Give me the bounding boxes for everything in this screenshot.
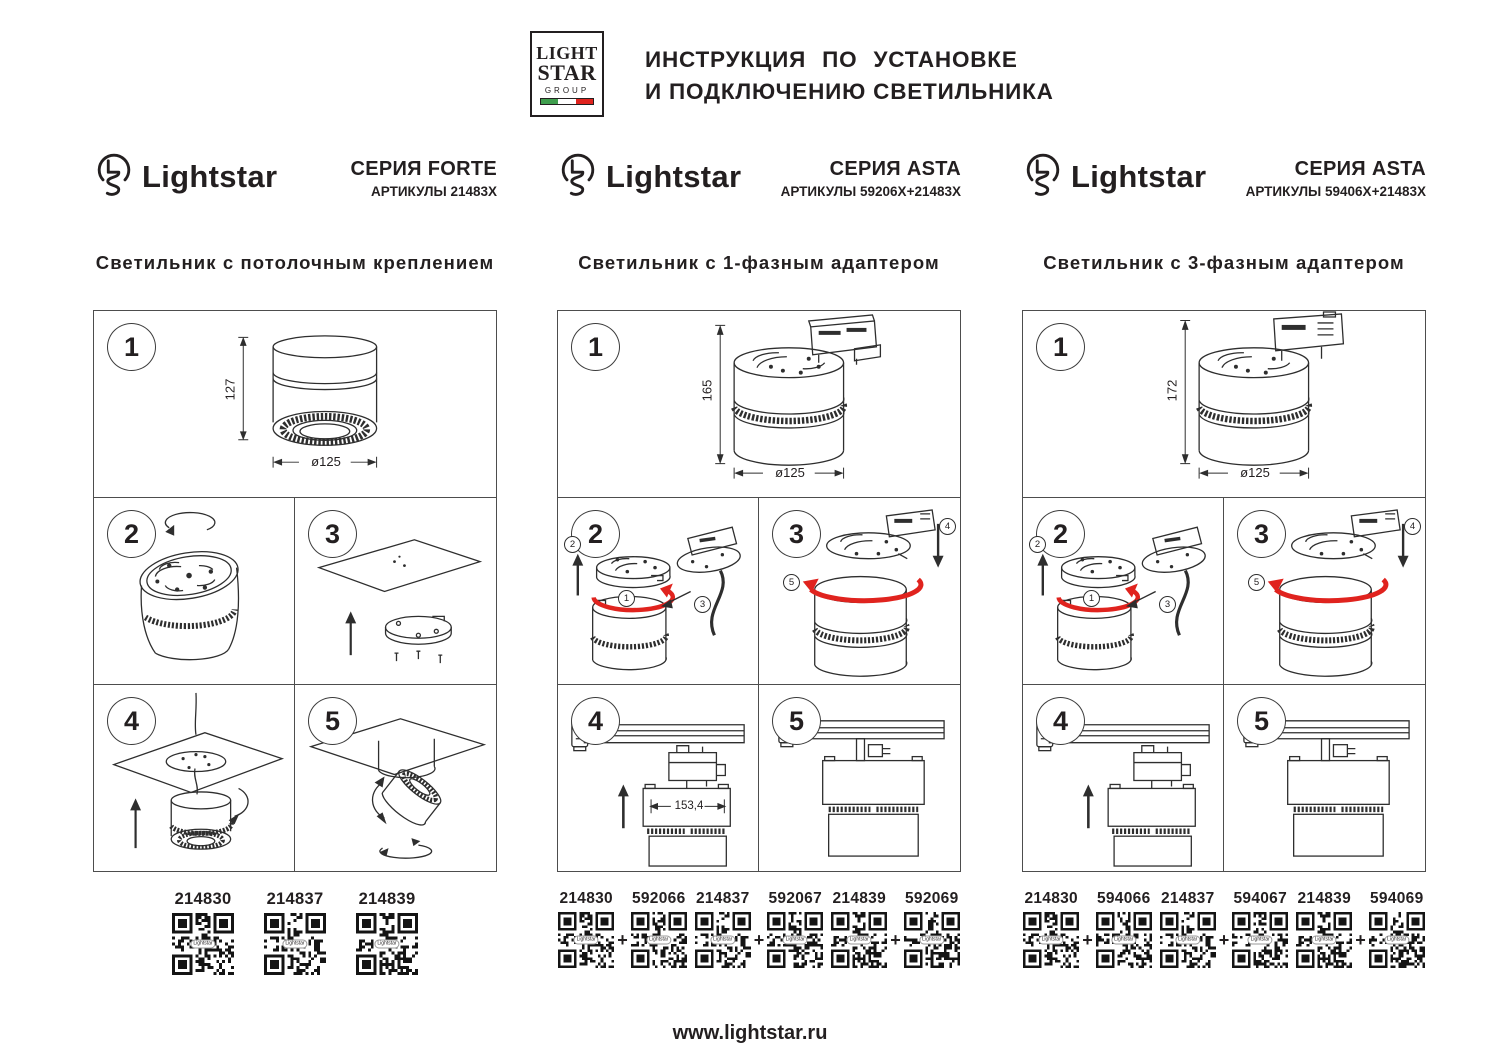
qr-logo-overlay: Lightstar: [783, 936, 808, 945]
page-title-line1: ИНСТРУКЦИЯ ПО УСТАНОВКЕ: [645, 47, 1018, 72]
qr-item: [356, 890, 418, 975]
dimension-height-label: 165: [699, 379, 715, 402]
qr-wrap: [172, 913, 234, 975]
qr-logo-overlay: Lightstar: [710, 936, 735, 945]
step-marker-1: 1: [618, 590, 635, 607]
step-badge: [571, 697, 620, 745]
qr-item: [1369, 890, 1425, 968]
qr-label: 214839: [1297, 890, 1352, 907]
qr-logo-overlay: Lightstar: [1111, 936, 1136, 945]
step-panel-5: [1224, 685, 1425, 871]
step-badge: [772, 697, 821, 745]
lightstar-bulb-icon: [93, 148, 135, 206]
qr-logo-overlay: Lightstar: [1175, 936, 1200, 945]
brand-name: Lightstar: [606, 159, 742, 194]
qr-label: 214837: [266, 890, 324, 908]
step-panel-4: [1023, 685, 1224, 871]
step-number: 4: [587, 705, 604, 736]
step-number: 1: [1052, 331, 1069, 362]
step-panel-4: [94, 685, 295, 871]
step-marker-3: 3: [1159, 596, 1176, 613]
column-subtitle: Светильник с потолочным креплением: [95, 252, 495, 273]
qr-pair: [1296, 890, 1425, 968]
footer-url: www.lightstar.ru: [672, 1022, 828, 1044]
brand-name: Lightstar: [142, 159, 278, 194]
steps-table: [557, 310, 961, 872]
step-panel-1: [1023, 311, 1425, 498]
articles-label: АРТИКУЛЫ 59406X+21483X: [1245, 184, 1426, 199]
qr-pair: [558, 890, 687, 968]
logo-line-group: GROUP: [544, 85, 590, 95]
qr-item: [1232, 890, 1288, 968]
qr-logo-overlay: Lightstar: [919, 936, 944, 945]
step-badge: [107, 323, 156, 371]
dimension-height-label: 127: [222, 378, 238, 401]
qr-logo-overlay: Lightstar: [574, 936, 599, 945]
qr-item: [767, 890, 823, 968]
dimension-diameter-label: ø125: [775, 465, 805, 480]
logo-line-star: STAR: [537, 59, 597, 85]
step-marker-2: 2: [1029, 536, 1046, 553]
qr-wrap: [264, 913, 326, 975]
qr-pair: [695, 890, 824, 968]
step-number: 1: [123, 331, 140, 362]
step-badge: [1036, 510, 1085, 558]
italian-flag-stripe: [540, 98, 594, 105]
column-asta-1phase: [557, 148, 961, 950]
step-marker-5: 5: [783, 574, 800, 591]
plus-sign: +: [1355, 930, 1366, 950]
qr-logo-overlay: Lightstar: [1039, 936, 1064, 945]
qr-label: 592066: [631, 890, 686, 907]
qr-label: 592067: [768, 890, 823, 907]
series-label: СЕРИЯ ASTA: [1294, 158, 1426, 180]
step-number: 4: [123, 705, 140, 736]
series-block: [350, 158, 497, 199]
qr-item: [172, 890, 234, 975]
qr-wrap: [356, 913, 418, 975]
step-number: 1: [587, 331, 604, 362]
column-subtitle: Светильник с 3-фазным адаптером: [1043, 252, 1405, 273]
step-marker-4: 4: [939, 518, 956, 535]
step-panel-2: [558, 498, 759, 685]
articles-label: АРТИКУЛЫ 21483X: [371, 184, 497, 199]
lightstar-brand: [1022, 148, 1206, 206]
step-number: 2: [123, 518, 140, 549]
qr-pair: [1023, 890, 1152, 968]
qr-area: [93, 890, 497, 975]
qr-label: 594066: [1096, 890, 1151, 907]
dimension-diameter-label: ø125: [311, 454, 341, 469]
step-panel-3: [759, 498, 960, 685]
qr-item: [264, 890, 326, 975]
plus-sign: +: [1082, 930, 1093, 950]
plus-sign: +: [890, 930, 901, 950]
qr-logo-overlay: Lightstar: [1312, 936, 1337, 945]
qr-item: [631, 890, 687, 968]
articles-label: АРТИКУЛЫ 59206X+21483X: [780, 184, 961, 199]
step-panel-4: [558, 685, 759, 871]
qr-label: 592069: [905, 890, 959, 907]
page-title: [645, 44, 1054, 107]
lightstar-group-logo: [530, 31, 604, 117]
step-number: 5: [788, 705, 805, 736]
step-panel-1: [558, 311, 960, 498]
step-number: 2: [587, 518, 604, 549]
qr-label: 214830: [559, 890, 613, 907]
qr-label: 214837: [1160, 890, 1215, 907]
step-number: 3: [788, 518, 805, 549]
column-asta-3phase: [1022, 148, 1426, 950]
column-forte: [93, 148, 497, 947]
column-header: [93, 148, 497, 234]
step-number: 3: [324, 518, 341, 549]
qr-logo-overlay: Lightstar: [1248, 936, 1273, 945]
series-block: [1246, 158, 1426, 199]
qr-logo-overlay: Lightstar: [374, 940, 399, 949]
step-badge: [308, 697, 357, 745]
qr-pair: [1160, 890, 1289, 968]
step-number: 5: [324, 705, 341, 736]
step-panel-2: [94, 498, 295, 685]
step-badge: [772, 510, 821, 558]
qr-item: [1296, 890, 1352, 968]
step-number: 2: [1052, 518, 1069, 549]
step-badge: [1036, 697, 1085, 745]
qr-label: 214839: [358, 890, 416, 908]
qr-pair: [831, 890, 960, 968]
step-badge: [571, 323, 620, 371]
step-number: 5: [1253, 705, 1270, 736]
qr-logo-overlay: Lightstar: [847, 936, 872, 945]
steps-table: [93, 310, 497, 872]
plus-sign: +: [617, 930, 628, 950]
step-badge: [1036, 323, 1085, 371]
dimension-height-label: 172: [1164, 379, 1180, 402]
column-subtitle: Светильник с 1-фазным адаптером: [578, 252, 940, 273]
column-header: [557, 148, 961, 234]
step-panel-3: [1224, 498, 1425, 685]
qr-item: [831, 890, 887, 968]
step-badge: [571, 510, 620, 558]
step-marker-2: 2: [564, 536, 581, 553]
step-number: 3: [1253, 518, 1270, 549]
qr-area: [557, 890, 961, 968]
qr-logo-overlay: Lightstar: [646, 936, 671, 945]
lightstar-brand: [557, 148, 741, 206]
step-panel-5: [759, 685, 960, 871]
step-panel-3: [295, 498, 496, 685]
qr-label: 594069: [1370, 890, 1424, 907]
qr-label: 214837: [695, 890, 750, 907]
series-label: СЕРИЯ FORTE: [350, 158, 497, 180]
step-badge: [1237, 510, 1286, 558]
step-marker-3: 3: [694, 596, 711, 613]
qr-area: [1022, 890, 1426, 968]
lightstar-bulb-icon: [557, 148, 599, 206]
series-block: [781, 158, 961, 199]
step-panel-2: [1023, 498, 1224, 685]
qr-label: 214830: [174, 890, 232, 908]
lightstar-bulb-icon: [1022, 148, 1064, 206]
plus-sign: +: [1218, 930, 1230, 950]
step-panel-1: [94, 311, 496, 498]
step-number: 4: [1052, 705, 1069, 736]
qr-logo-overlay: Lightstar: [282, 940, 307, 949]
qr-item: [904, 890, 960, 968]
series-label: СЕРИЯ ASTA: [829, 158, 961, 180]
qr-label: 594067: [1233, 890, 1288, 907]
qr-label: 214839: [832, 890, 887, 907]
step-marker-4: 4: [1404, 518, 1421, 535]
lightstar-brand: [93, 148, 277, 206]
plus-sign: +: [753, 930, 765, 950]
qr-item: [1096, 890, 1152, 968]
step-marker-5: 5: [1248, 574, 1265, 591]
page-title-line2: И ПОДКЛЮЧЕНИЮ СВЕТИЛЬНИКА: [645, 78, 1054, 104]
qr-item: [558, 890, 614, 968]
brand-name: Lightstar: [1071, 159, 1207, 194]
steps-table: [1022, 310, 1426, 872]
step-badge: [107, 510, 156, 558]
column-header: [1022, 148, 1426, 234]
qr-logo-overlay: Lightstar: [1384, 936, 1409, 945]
qr-item: [695, 890, 751, 968]
step-marker-1: 1: [1083, 590, 1100, 607]
qr-logo-overlay: Lightstar: [190, 940, 215, 949]
step-badge: [107, 697, 156, 745]
qr-label: 214830: [1024, 890, 1078, 907]
step-badge: [1237, 697, 1286, 745]
qr-item: [1160, 890, 1216, 968]
dimension-diameter-label: ø125: [1240, 465, 1270, 480]
step-badge: [308, 510, 357, 558]
dimension-width-label: 153,4: [674, 800, 704, 812]
qr-item: [1023, 890, 1079, 968]
logo-line-light: LIGHT: [536, 42, 598, 63]
step-panel-5: [295, 685, 496, 871]
